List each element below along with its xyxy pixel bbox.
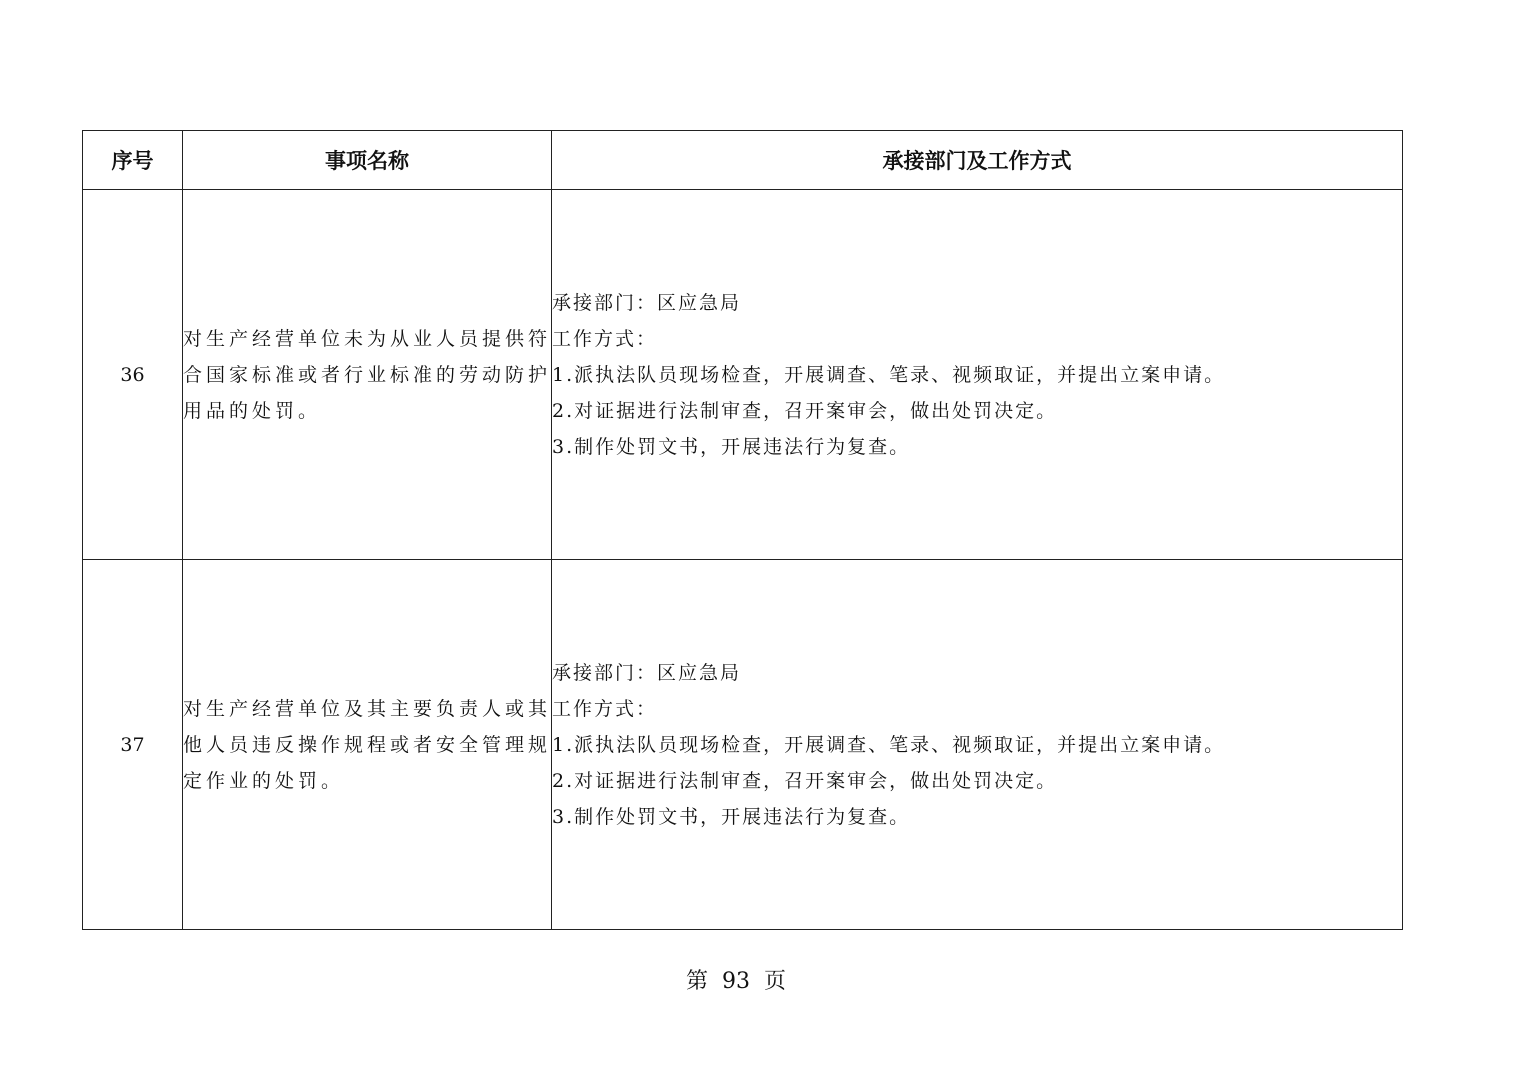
- header-serial-number: 序号: [83, 131, 183, 190]
- table-row: [83, 560, 1403, 930]
- method-step-1: 1.派执法队员现场检查，开展调查、笔录、视频取证，并提出立案申请。: [552, 733, 1226, 756]
- page-number: 93: [722, 969, 750, 994]
- row-serial-number: 37: [83, 560, 183, 930]
- header-item-name: 事项名称: [183, 131, 552, 190]
- method-step-2: 2.对证据进行法制审查，召开案审会，做出处罚决定。: [552, 399, 1058, 422]
- method-heading-line: 工作方式：: [552, 327, 658, 350]
- department-line: 承接部门：区应急局: [552, 291, 742, 314]
- row-department-method: [552, 560, 1403, 930]
- table-row: [83, 190, 1403, 560]
- row-item-name: 对生产经营单位及其主要负责人或其他人员违反操作规程或者安全管理规定作业的处罚。: [183, 560, 552, 930]
- page-suffix: 页: [764, 969, 787, 994]
- method-heading-line: 工作方式：: [552, 697, 658, 720]
- method-step-1: 1.派执法队员现场检查，开展调查、笔录、视频取证，并提出立案申请。: [552, 363, 1226, 386]
- items-table: [82, 130, 1403, 930]
- page-number-footer: [0, 964, 1496, 995]
- table-header-row: [83, 131, 1403, 190]
- header-department-and-method: 承接部门及工作方式: [552, 131, 1403, 190]
- row-department-method: [552, 190, 1403, 560]
- method-step-3: 3.制作处罚文书，开展违法行为复查。: [552, 805, 911, 828]
- row-item-name: 对生产经营单位未为从业人员提供符合国家标准或者行业标准的劳动防护用品的处罚。: [183, 190, 552, 560]
- department-line: 承接部门：区应急局: [552, 661, 742, 684]
- method-step-3: 3.制作处罚文书，开展违法行为复查。: [552, 435, 911, 458]
- row-serial-number: 36: [83, 190, 183, 560]
- page-prefix: 第: [685, 969, 708, 994]
- method-step-2: 2.对证据进行法制审查，召开案审会，做出处罚决定。: [552, 769, 1058, 792]
